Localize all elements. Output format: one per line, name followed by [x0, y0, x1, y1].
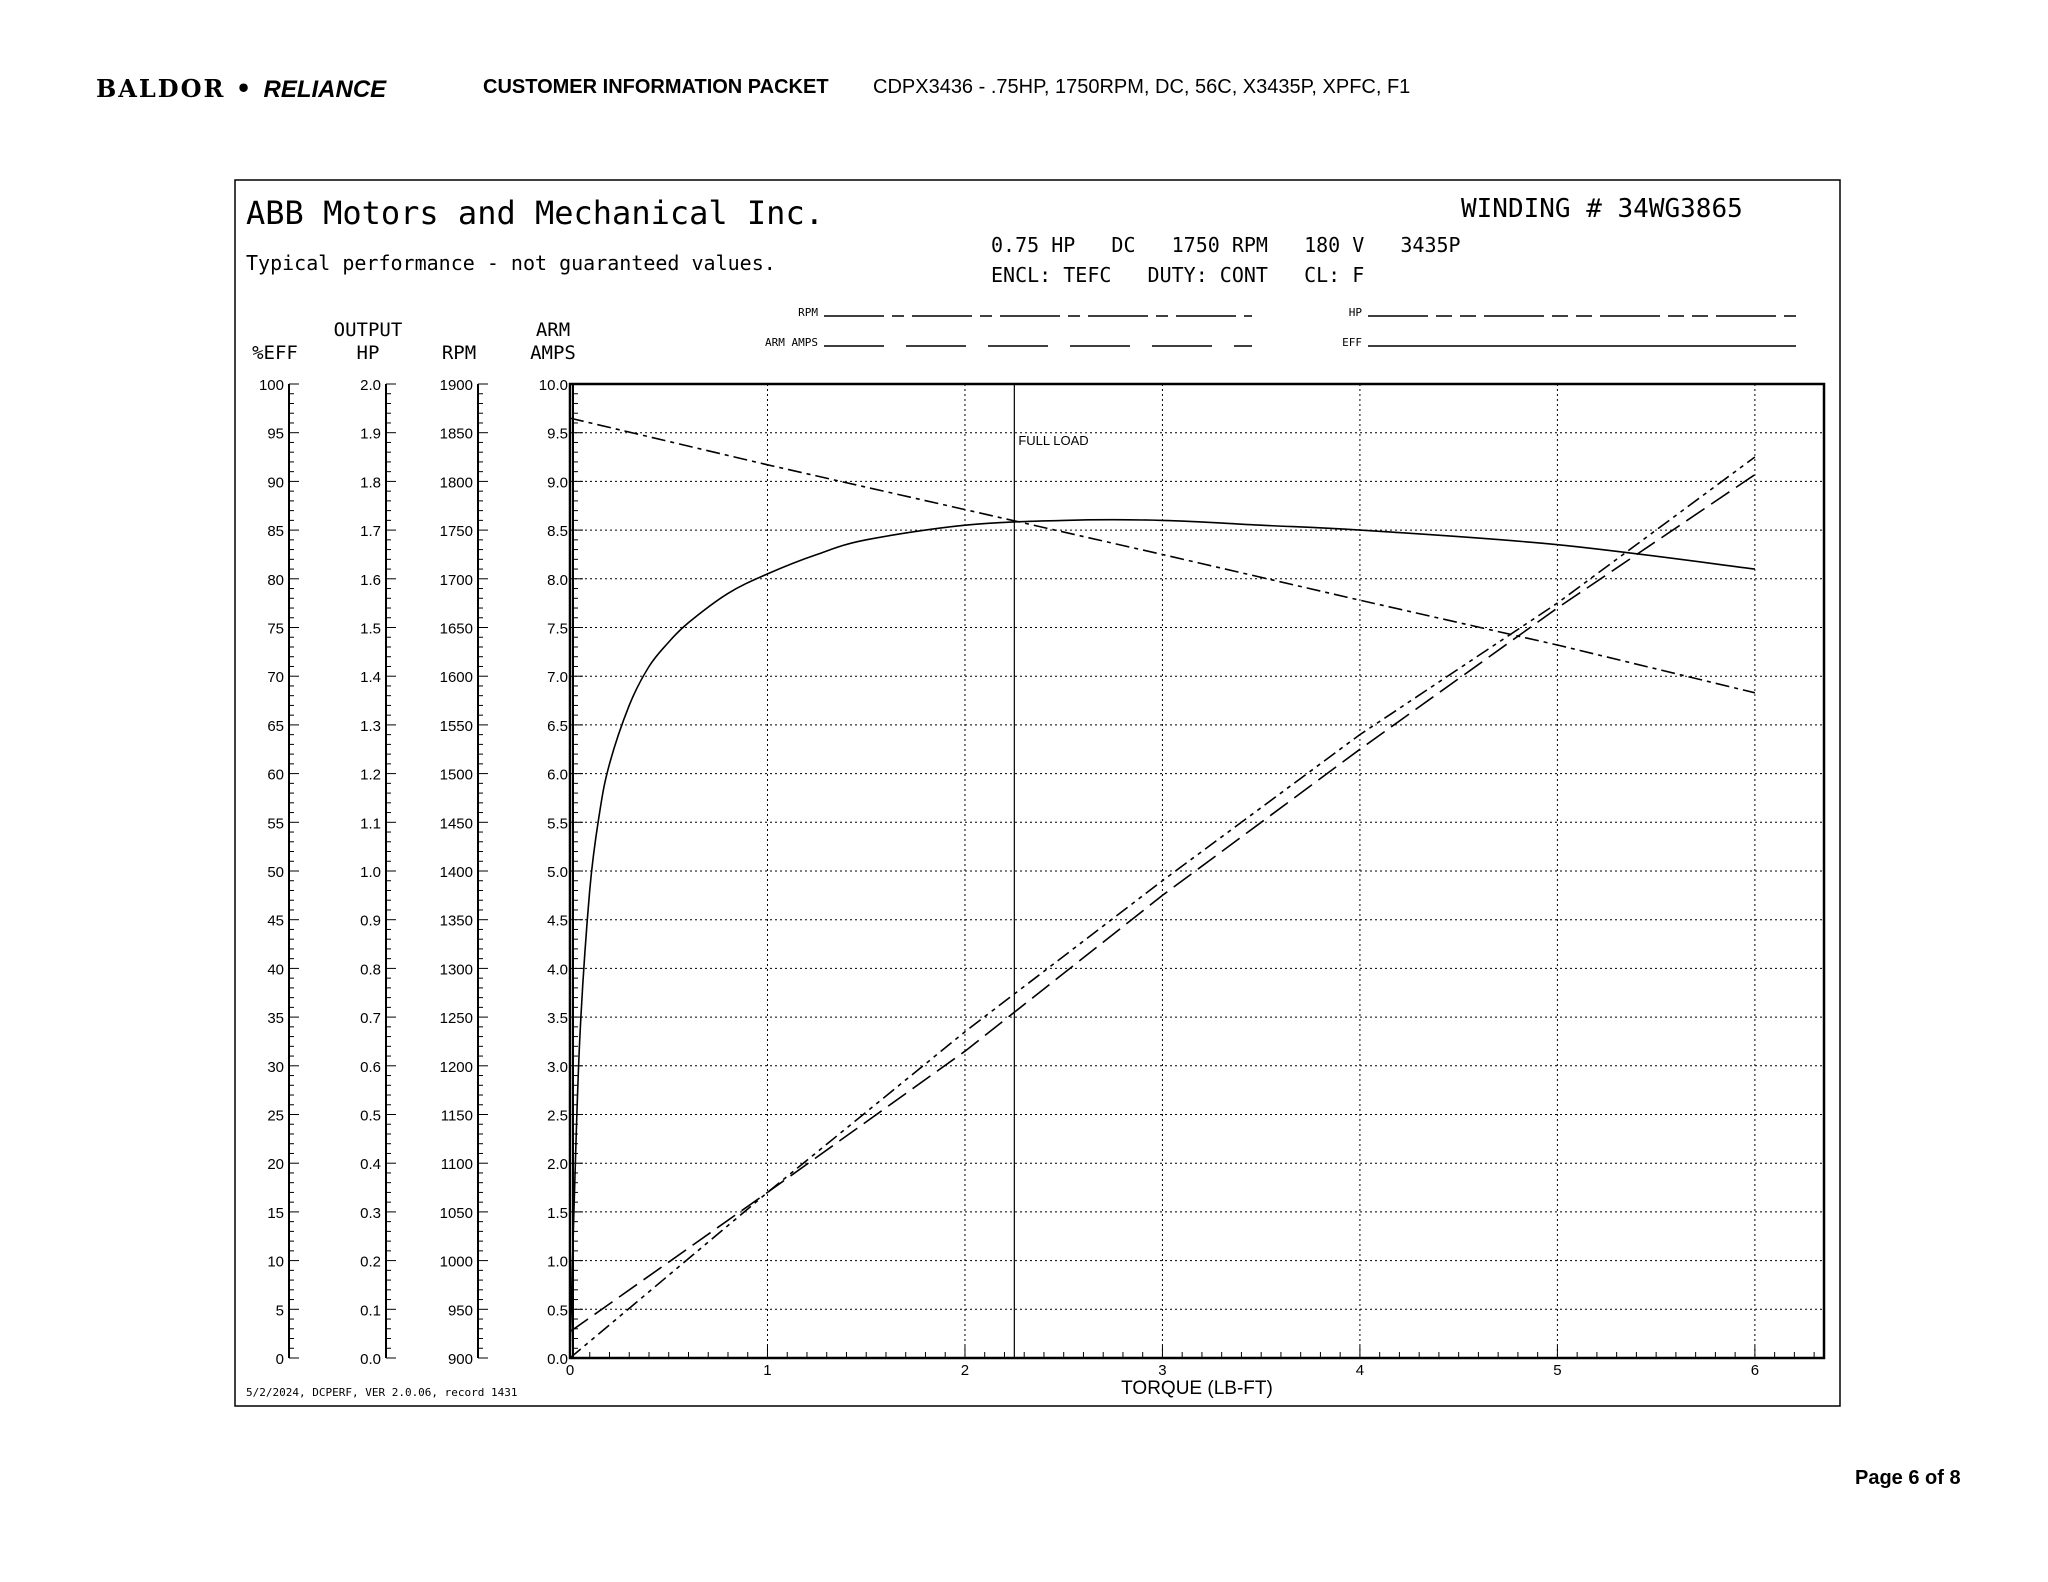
x-tick-label: 0	[565, 1362, 575, 1379]
x-tick-label: 6	[1750, 1362, 1760, 1379]
y-tick-label-eff: 30	[267, 1058, 284, 1076]
winding-number: WINDING # 34WG3865	[1461, 194, 1743, 224]
y-tick-label-rpm: 1900	[439, 377, 473, 394]
y-tick-label-eff: 15	[267, 1204, 284, 1222]
report-stamp: 5/2/2024, DCPERF, VER 2.0.06, record 1431	[246, 1386, 518, 1399]
packet-title: CUSTOMER INFORMATION PACKET	[483, 76, 829, 98]
y-tick-label-amps: 5.5	[547, 815, 568, 833]
y-tick-label-amps: 0.0	[547, 1351, 568, 1368]
x-axis	[566, 1346, 1814, 1379]
y-axis-hp	[334, 319, 403, 1368]
brand-dot: •	[235, 74, 254, 103]
y-tick-label-amps: 9.0	[547, 474, 568, 492]
y-tick-label-rpm: 1700	[439, 571, 473, 589]
y-tick-label-eff: 10	[267, 1253, 284, 1271]
specs-line-1: 0.75 HP DC 1750 RPM 180 V 3435P	[991, 233, 1461, 257]
brand-reliance: RELIANCE	[263, 76, 387, 103]
series-line-amps	[570, 475, 1755, 1332]
y-tick-label-hp: 1.1	[360, 815, 381, 833]
y-tick-label-eff: 5	[275, 1302, 284, 1320]
x-tick-label: 3	[1158, 1362, 1167, 1379]
y-tick-label-rpm: 1250	[439, 1010, 473, 1028]
y-tick-label-eff: 50	[267, 864, 284, 881]
y-tick-label-eff: 45	[267, 912, 284, 930]
y-tick-label-amps: 8.0	[547, 571, 568, 589]
y-tick-label-hp: 1.9	[360, 425, 381, 443]
y-tick-label-rpm: 1650	[439, 620, 473, 638]
y-axis-title-hp: HP	[356, 342, 380, 364]
y-tick-label-rpm: 1050	[439, 1204, 473, 1222]
y-tick-label-rpm: 1600	[439, 669, 473, 687]
y-tick-label-amps: 2.5	[547, 1107, 568, 1125]
y-tick-label-rpm: 1350	[439, 912, 473, 930]
y-tick-label-rpm: 1100	[440, 1156, 473, 1174]
y-tick-label-amps: 3.0	[547, 1058, 568, 1076]
y-tick-label-amps: 7.0	[547, 669, 568, 687]
y-tick-label-hp: 0.1	[360, 1302, 381, 1320]
y-axis-title-top-amps: ARM	[535, 319, 571, 341]
y-tick-label-amps: 6.0	[547, 766, 568, 784]
y-axes	[252, 319, 583, 1368]
y-tick-label-amps: 2.0	[547, 1156, 568, 1174]
y-tick-label-hp: 0.2	[360, 1253, 381, 1271]
y-tick-label-amps: 6.5	[547, 717, 568, 735]
series-line-hp	[570, 457, 1755, 1358]
y-tick-label-rpm: 1400	[439, 864, 473, 881]
y-tick-label-amps: 10.0	[538, 377, 568, 394]
legend-eff-label: EFF	[1342, 336, 1362, 349]
y-tick-label-hp: 0.8	[360, 961, 381, 979]
full-load-label: FULL LOAD	[1018, 433, 1089, 448]
chart-subtitle: Typical performance - not guaranteed values.	[246, 251, 776, 275]
y-axis-amps	[530, 319, 583, 1368]
brand-baldor: BALDOR	[96, 74, 226, 103]
y-tick-label-hp: 2.0	[360, 377, 381, 394]
y-tick-label-rpm: 1550	[439, 717, 473, 735]
y-tick-label-amps: 4.0	[547, 961, 568, 979]
y-tick-label-amps: 7.5	[547, 620, 568, 638]
y-tick-label-hp: 1.2	[360, 766, 381, 784]
y-tick-label-eff: 55	[267, 815, 284, 833]
x-tick-label: 1	[763, 1362, 772, 1379]
y-tick-label-rpm: 950	[447, 1302, 473, 1320]
y-axis-title-eff: %EFF	[252, 342, 298, 364]
y-tick-label-hp: 1.8	[360, 474, 381, 492]
y-tick-label-hp: 1.3	[360, 717, 381, 735]
specs-line-2: ENCL: TEFC DUTY: CONT CL: F	[991, 263, 1365, 287]
y-tick-label-eff: 20	[267, 1156, 284, 1174]
y-tick-label-amps: 5.0	[547, 864, 568, 881]
x-tick-label: 2	[960, 1362, 970, 1379]
y-tick-label-rpm: 1000	[439, 1253, 473, 1271]
y-tick-label-eff: 40	[267, 961, 284, 979]
y-tick-label-eff: 65	[267, 717, 284, 735]
y-tick-label-eff: 70	[267, 669, 284, 687]
y-tick-label-amps: 9.5	[547, 425, 568, 443]
y-tick-label-amps: 1.0	[547, 1253, 568, 1271]
legend-rpm-label: RPM	[798, 306, 818, 319]
y-tick-label-eff: 95	[267, 425, 284, 443]
y-tick-label-rpm: 1850	[439, 425, 473, 443]
y-tick-label-rpm: 1200	[439, 1058, 473, 1076]
company-name: ABB Motors and Mechanical Inc.	[246, 194, 824, 232]
y-tick-label-eff: 80	[267, 571, 284, 589]
y-tick-label-hp: 1.0	[360, 864, 381, 881]
y-axis-title-amps: AMPS	[530, 342, 576, 364]
y-tick-label-hp: 0.3	[360, 1204, 381, 1222]
y-tick-label-rpm: 1300	[439, 961, 473, 979]
y-axis-rpm	[440, 342, 488, 1368]
y-tick-label-rpm: 1150	[440, 1107, 473, 1125]
legend	[765, 306, 1796, 349]
legend-amps-label: ARM AMPS	[765, 336, 818, 349]
model-description: CDPX3436 - .75HP, 1750RPM, DC, 56C, X3435P, XPFC, F1	[873, 76, 1411, 98]
y-tick-label-amps: 1.5	[547, 1204, 568, 1222]
y-tick-label-eff: 25	[267, 1107, 284, 1125]
legend-hp-label: HP	[1348, 306, 1362, 319]
y-tick-label-hp: 0.5	[360, 1107, 381, 1125]
y-tick-label-rpm: 1800	[439, 474, 473, 492]
y-tick-label-rpm: 1450	[439, 815, 473, 833]
y-tick-label-eff: 100	[258, 377, 284, 394]
y-axis-eff	[252, 342, 299, 1368]
x-axis-title: TORQUE (LB-FT)	[1121, 1378, 1273, 1399]
y-tick-label-hp: 0.6	[360, 1058, 381, 1076]
y-tick-label-hp: 1.6	[360, 571, 381, 589]
y-tick-label-eff: 90	[267, 474, 284, 492]
y-tick-label-amps: 0.5	[547, 1302, 568, 1320]
y-tick-label-eff: 60	[267, 766, 284, 784]
y-tick-label-rpm: 1750	[439, 523, 473, 541]
y-tick-label-amps: 4.5	[547, 912, 568, 930]
y-tick-label-eff: 0	[275, 1351, 284, 1368]
y-tick-label-eff: 75	[267, 620, 284, 638]
y-tick-label-hp: 0.9	[360, 912, 381, 930]
y-tick-label-rpm: 900	[447, 1351, 473, 1368]
y-tick-label-hp: 1.7	[360, 523, 381, 541]
y-tick-label-hp: 0.4	[360, 1156, 381, 1174]
y-axis-title-top-hp: OUTPUT	[333, 319, 403, 341]
grid	[570, 384, 1824, 1358]
x-tick-label: 4	[1355, 1362, 1365, 1379]
y-tick-label-rpm: 1500	[439, 766, 473, 784]
y-tick-label-eff: 35	[267, 1010, 284, 1028]
y-tick-label-eff: 85	[267, 523, 284, 541]
x-tick-label: 5	[1553, 1362, 1562, 1379]
y-tick-label-hp: 0.7	[360, 1010, 381, 1028]
y-tick-label-amps: 3.5	[547, 1010, 568, 1028]
y-tick-label-hp: 1.4	[360, 669, 381, 687]
y-tick-label-hp: 0.0	[360, 1351, 381, 1368]
y-axis-title-rpm: RPM	[441, 342, 477, 364]
y-tick-label-hp: 1.5	[360, 620, 381, 638]
page-number: Page 6 of 8	[1855, 1467, 1961, 1489]
y-tick-label-amps: 8.5	[547, 523, 568, 541]
